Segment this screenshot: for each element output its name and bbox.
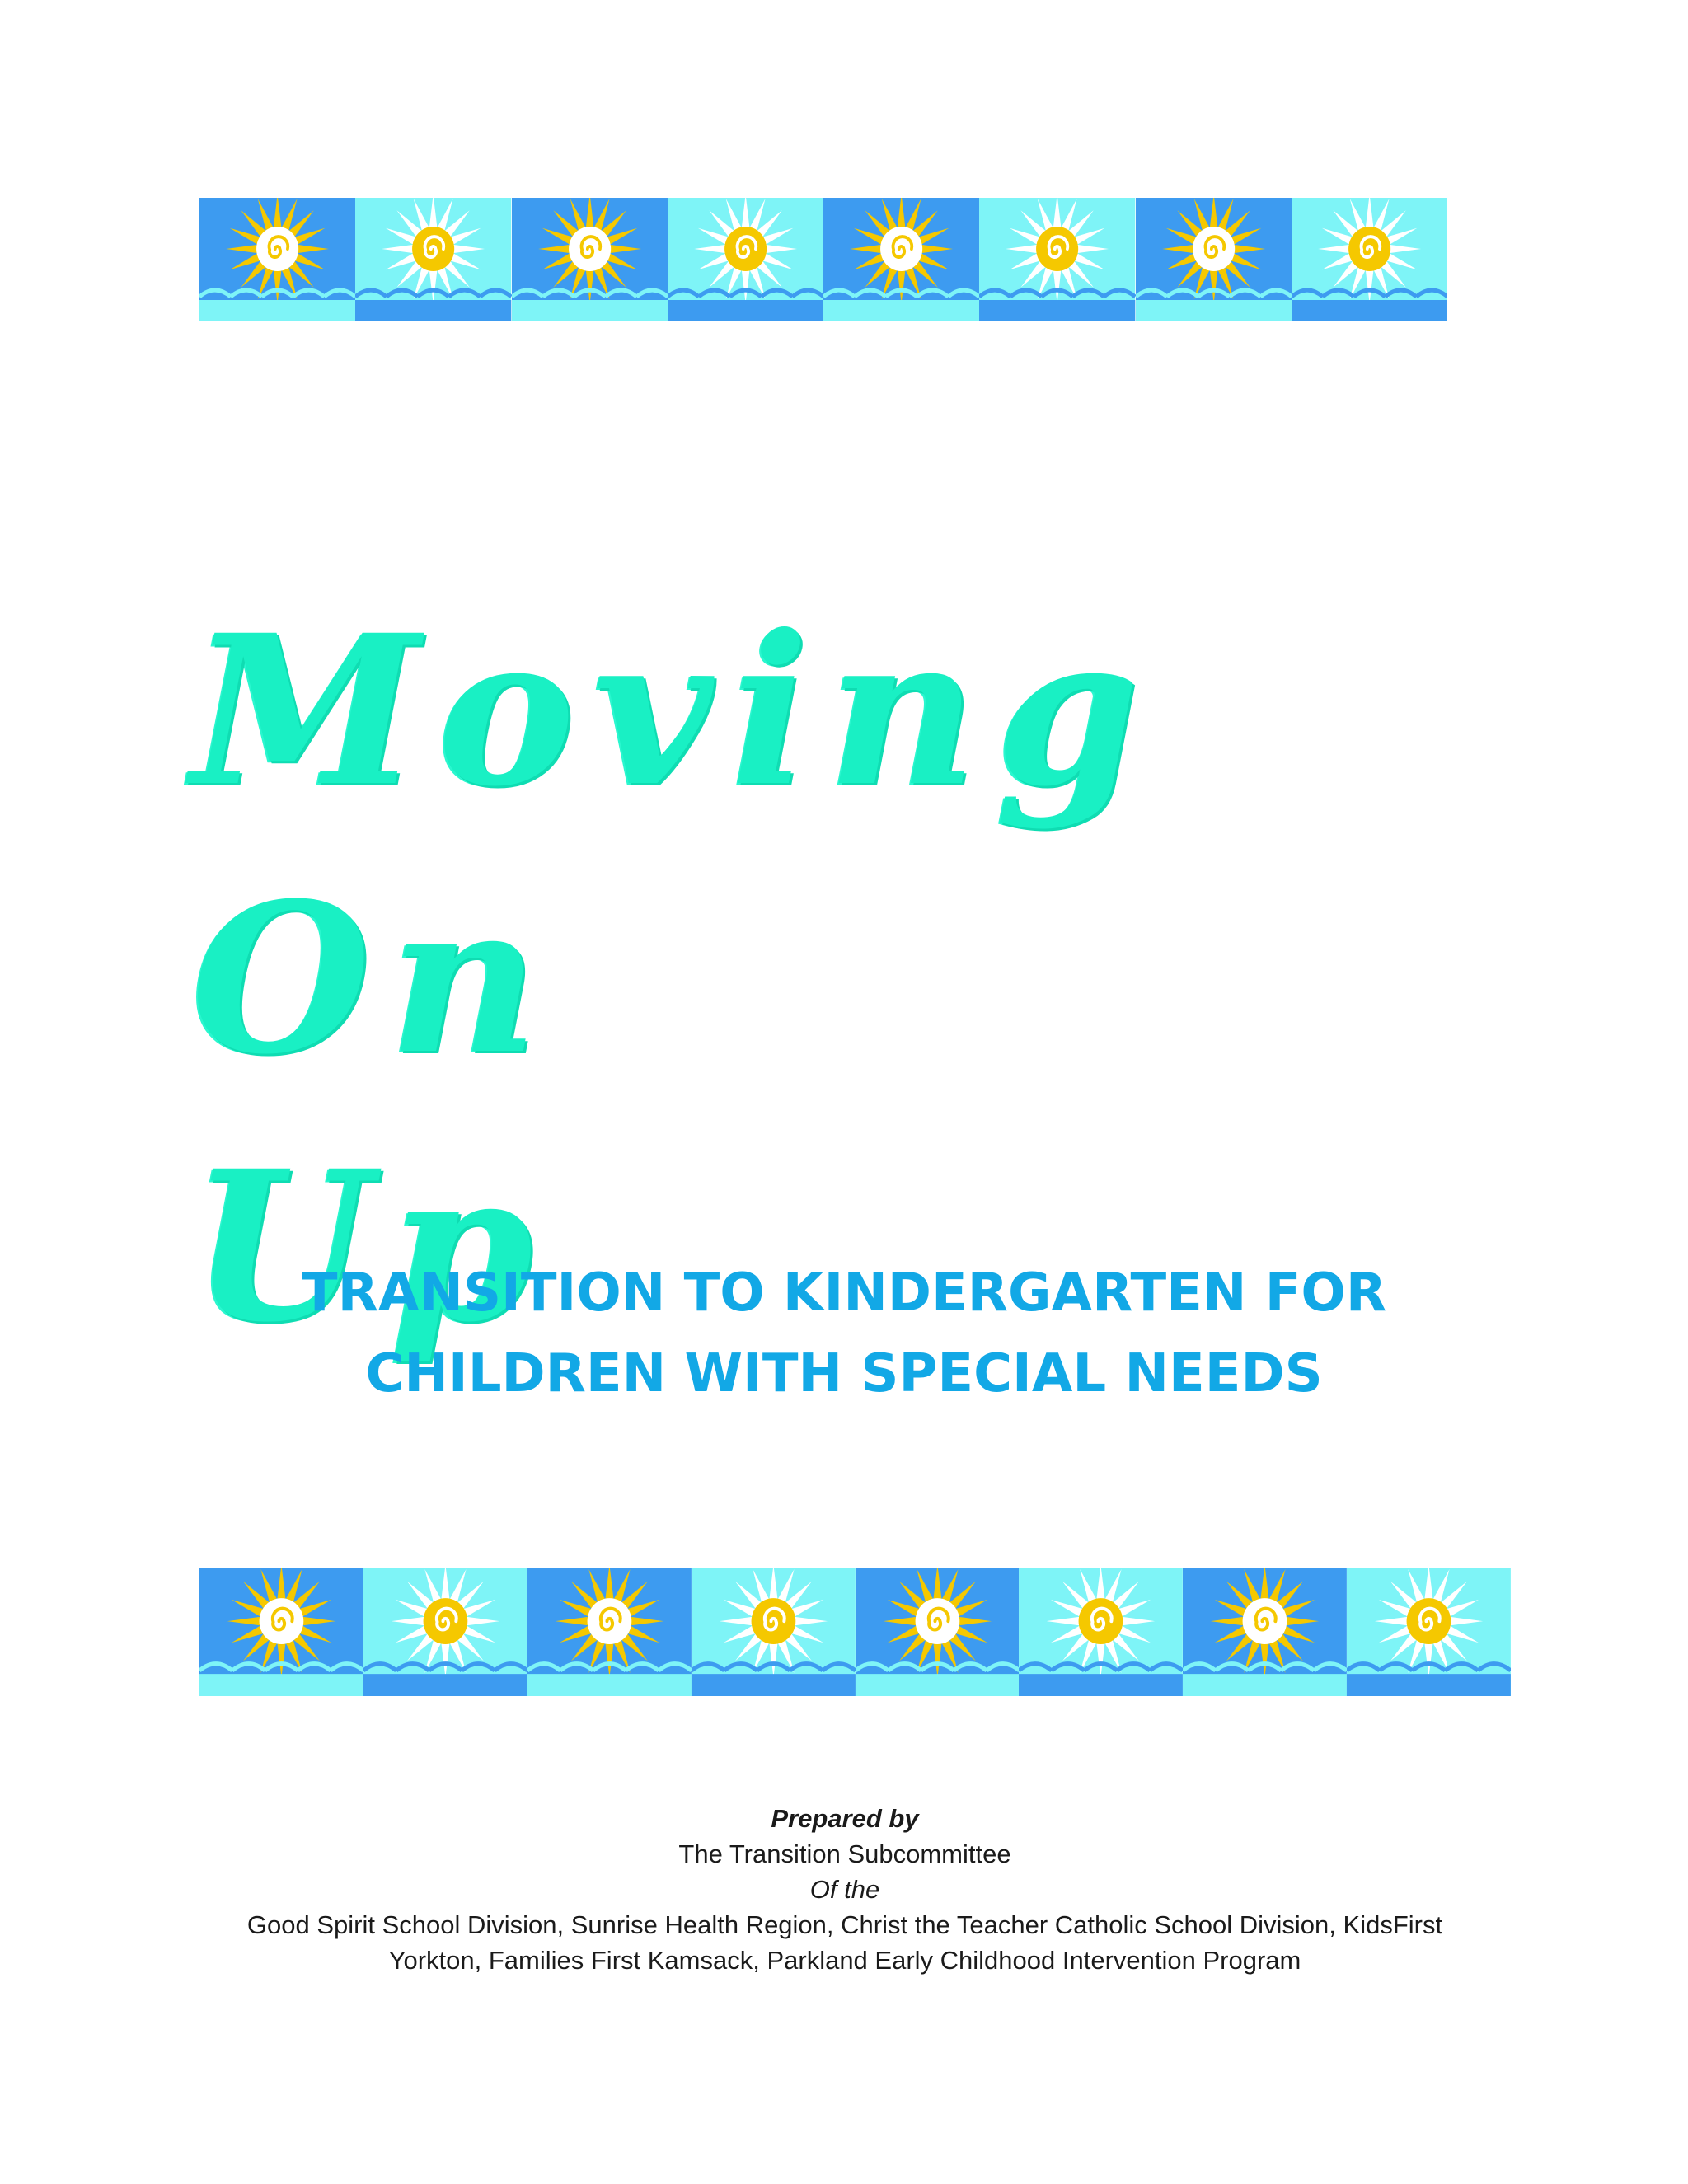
sun-over-waves-icon (823, 198, 979, 321)
subtitle (0, 1253, 1688, 1414)
sun-over-waves-icon (1292, 198, 1447, 321)
subtitle-line-1: TRANSITION TO KINDERGARTEN FOR (301, 1263, 1387, 1324)
sun-over-waves-icon (199, 1568, 363, 1696)
bottom-sun-border (199, 1568, 1511, 1696)
prepared-by-label: Prepared by (771, 1804, 919, 1833)
sun-over-waves-icon (199, 198, 355, 321)
committee-name: The Transition Subcommittee (678, 1840, 1011, 1868)
sun-over-waves-icon (856, 1568, 1020, 1696)
sun-over-waves-icon (355, 198, 511, 321)
of-the-label: Of the (809, 1875, 880, 1904)
sun-over-waves-icon (512, 198, 668, 321)
organizations-line-2: Yorkton, Families First Kamsack, Parkland Early Childhood Intervention Program (388, 1946, 1301, 1975)
organizations-line-1: Good Spirit School Division, Sunrise Health Region, Christ the Teacher Catholic School Division, KidsFirst (246, 1910, 1443, 1939)
sun-over-waves-icon (668, 198, 823, 321)
subtitle-line-2: CHILDREN WITH SPECIAL NEEDS (365, 1343, 1323, 1404)
sun-over-waves-icon (1136, 198, 1292, 321)
title-line-1: Moving On (191, 589, 1158, 1099)
sun-over-waves-icon (692, 1568, 856, 1696)
sun-over-waves-icon (979, 198, 1135, 321)
sun-over-waves-icon (1183, 1568, 1347, 1696)
top-sun-border (199, 198, 1447, 321)
credits-block (206, 1801, 1484, 1978)
sun-over-waves-icon (1347, 1568, 1511, 1696)
title-line-2: Up (191, 1125, 551, 1367)
sun-over-waves-icon (1019, 1568, 1183, 1696)
sun-over-waves-icon (363, 1568, 528, 1696)
sun-over-waves-icon (528, 1568, 692, 1696)
